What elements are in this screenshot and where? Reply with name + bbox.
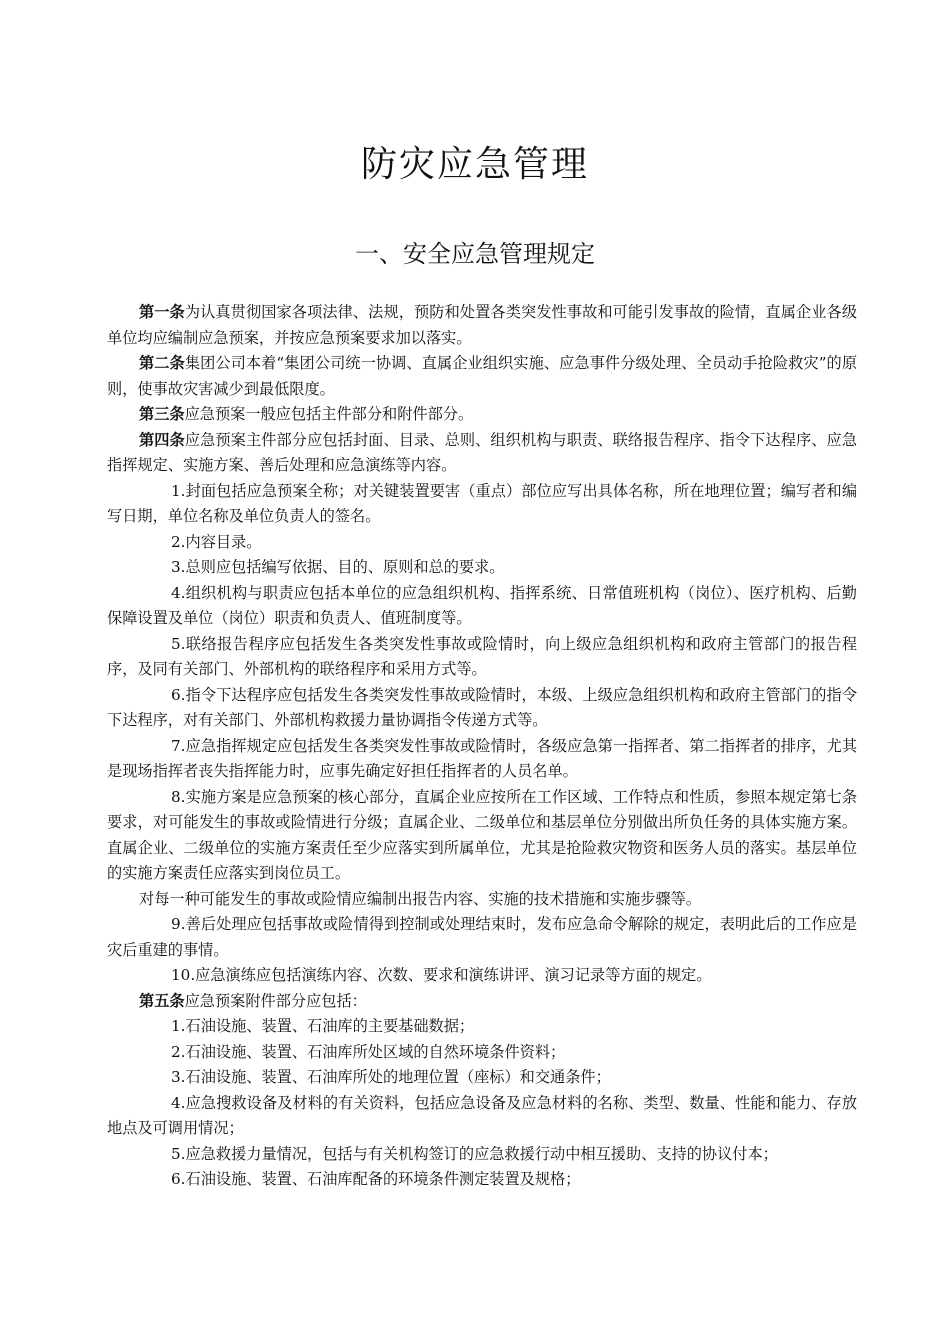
item-number: 8. — [171, 787, 186, 806]
article-label: 第五条 — [139, 991, 185, 1010]
paragraph-text: 实施方案是应急预案的核心部分，直属企业应按所在工作区域、工作特点和性质，参照本规定第七条要求，对可能发生的事故或险情进行分级；直属企业、二级单位和基层单位分别做出所负任务的具体实施方案。直属企业、二级单位的实施方案责任至少应落实到所属单位，尤其是抢险救灾物资和医务人员的落实。基层单位的实施方案责任应落实到岗位员工。 — [107, 787, 857, 882]
article-paragraph — [107, 351, 857, 402]
numbered-item — [107, 581, 857, 632]
article-label: 第一条 — [139, 303, 185, 321]
article-label: 第二条 — [139, 354, 185, 372]
paragraph-text: 应急搜救设备及材料的有关资料，包括应急设备及应急材料的名称、类型、数量、性能和能力、存放地点及可调用情况； — [107, 1093, 857, 1137]
numbered-item — [107, 1142, 857, 1168]
item-number: 5. — [171, 634, 186, 653]
item-number: 3. — [171, 558, 186, 576]
article-paragraph — [107, 989, 857, 1015]
numbered-item — [107, 1065, 857, 1091]
item-number: 4. — [171, 583, 186, 602]
document-title: 防灾应急管理 — [360, 144, 589, 185]
article-label: 第四条 — [139, 430, 185, 449]
numbered-item — [107, 912, 857, 963]
numbered-item — [107, 785, 857, 887]
numbered-item — [107, 963, 857, 989]
item-number: 2. — [171, 532, 186, 551]
numbered-item — [107, 1014, 857, 1040]
numbered-item — [107, 1040, 857, 1066]
numbered-item — [107, 1167, 857, 1193]
item-number: 3. — [171, 1068, 186, 1086]
paragraph-text: 内容目录。 — [185, 532, 262, 551]
section-title: 一、安全应急管理规定 — [355, 240, 595, 268]
paragraph-text: 封面包括应急预案全称；对关键装置要害（重点）部位应写出具体名称，所在地理位置；编写者和编写日期，单位名称及单位负责人的签名。 — [107, 481, 857, 525]
item-number: 10. — [171, 966, 196, 984]
numbered-item — [107, 555, 857, 581]
item-number: 5. — [171, 1144, 186, 1163]
paragraph-text: 应急救援力量情况，包括与有关机构签订的应急救援行动中相互援助、支持的协议付本； — [185, 1144, 778, 1163]
paragraph-text: 善后处理应包括事故或险情得到控制或处理结束时，发布应急命令解除的规定，表明此后的工作应是灾后重建的事情。 — [107, 915, 857, 959]
item-number: 7. — [171, 736, 186, 755]
paragraph-text: 应急预案附件部分应包括： — [184, 991, 367, 1010]
paragraph-text: 集团公司本着“集团公司统一协调、直属企业组织实施、应急事件分级处理、全员动手抢险救灾”的原则，使事故灾害减少到最低限度。 — [107, 354, 858, 398]
article-paragraph — [107, 428, 857, 479]
article-paragraph — [107, 402, 857, 428]
paragraph-text: 应急指挥规定应包括发生各类突发性事故或险情时，各级应急第一指挥者、第二指挥者的排序，尤其是现场指挥者丧失指挥能力时，应事先确定好担任指挥者的人员名单。 — [107, 736, 857, 780]
paragraph — [107, 887, 857, 913]
item-number: 1. — [171, 481, 186, 500]
numbered-item — [107, 734, 857, 785]
paragraph-text: 应急预案一般应包括主件部分和附件部分。 — [184, 405, 474, 423]
paragraph-text: 对每一种可能发生的事故或险情应编制出报告内容、实施的技术措施和实施步骤等。 — [139, 889, 701, 908]
paragraph-text: 指令下达程序应包括发生各类突发性事故或险情时，本级、上级应急组织机构和政府主管部门的指令下达程序，对有关部门、外部机构救援力量协调指令传递方式等。 — [107, 685, 857, 729]
paragraph-text: 石油设施、装置、石油库所处区域的自然环境条件资料； — [185, 1042, 566, 1061]
paragraph-text: 组织机构与职责应包括本单位的应急组织机构、指挥系统、日常值班机构（岗位）、医疗机构、后勤保障设置及单位（岗位）职责和负责人、值班制度等。 — [107, 583, 857, 627]
item-number: 4. — [171, 1093, 186, 1112]
paragraph-text: 联络报告程序应包括发生各类突发性事故或险情时，向上级应急组织机构和政府主管部门的报告程序，及同有关部门、外部机构的联络程序和采用方式等。 — [107, 634, 857, 678]
item-number: 1. — [171, 1017, 186, 1035]
item-number: 2. — [171, 1042, 186, 1061]
article-paragraph — [107, 300, 857, 351]
numbered-item — [107, 683, 857, 734]
paragraph-text: 应急预案主件部分应包括封面、目录、总则、组织机构与职责、联络报告程序、指令下达程序、应急指挥规定、实施方案、善后处理和应急演练等内容。 — [107, 430, 858, 474]
numbered-item — [107, 530, 857, 556]
item-number: 6. — [171, 685, 186, 704]
paragraph-text: 为认真贯彻国家各项法律、法规，预防和处置各类突发性事故和可能引发事故的险情，直属企业各级单位均应编制应急预案，并按应急预案要求加以落实。 — [107, 303, 858, 347]
paragraph-text: 总则应包括编写依据、目的、原则和总的要求。 — [185, 558, 505, 576]
numbered-item — [107, 1091, 857, 1142]
numbered-item — [107, 632, 857, 683]
paragraph-text: 应急演练应包括演练内容、次数、要求和演练讲评、演习记录等方面的规定。 — [195, 966, 712, 984]
paragraph-text: 石油设施、装置、石油库配备的环境条件测定装置及规格； — [185, 1170, 581, 1188]
paragraph-text: 石油设施、装置、石油库所处的地理位置（座标）和交通条件； — [185, 1068, 611, 1086]
item-number: 6. — [171, 1170, 186, 1188]
paragraph-text: 石油设施、装置、石油库的主要基础数据； — [185, 1017, 475, 1035]
article-label: 第三条 — [139, 405, 185, 423]
numbered-item — [107, 479, 857, 530]
item-number: 9. — [171, 915, 186, 933]
document-body — [107, 300, 857, 1193]
